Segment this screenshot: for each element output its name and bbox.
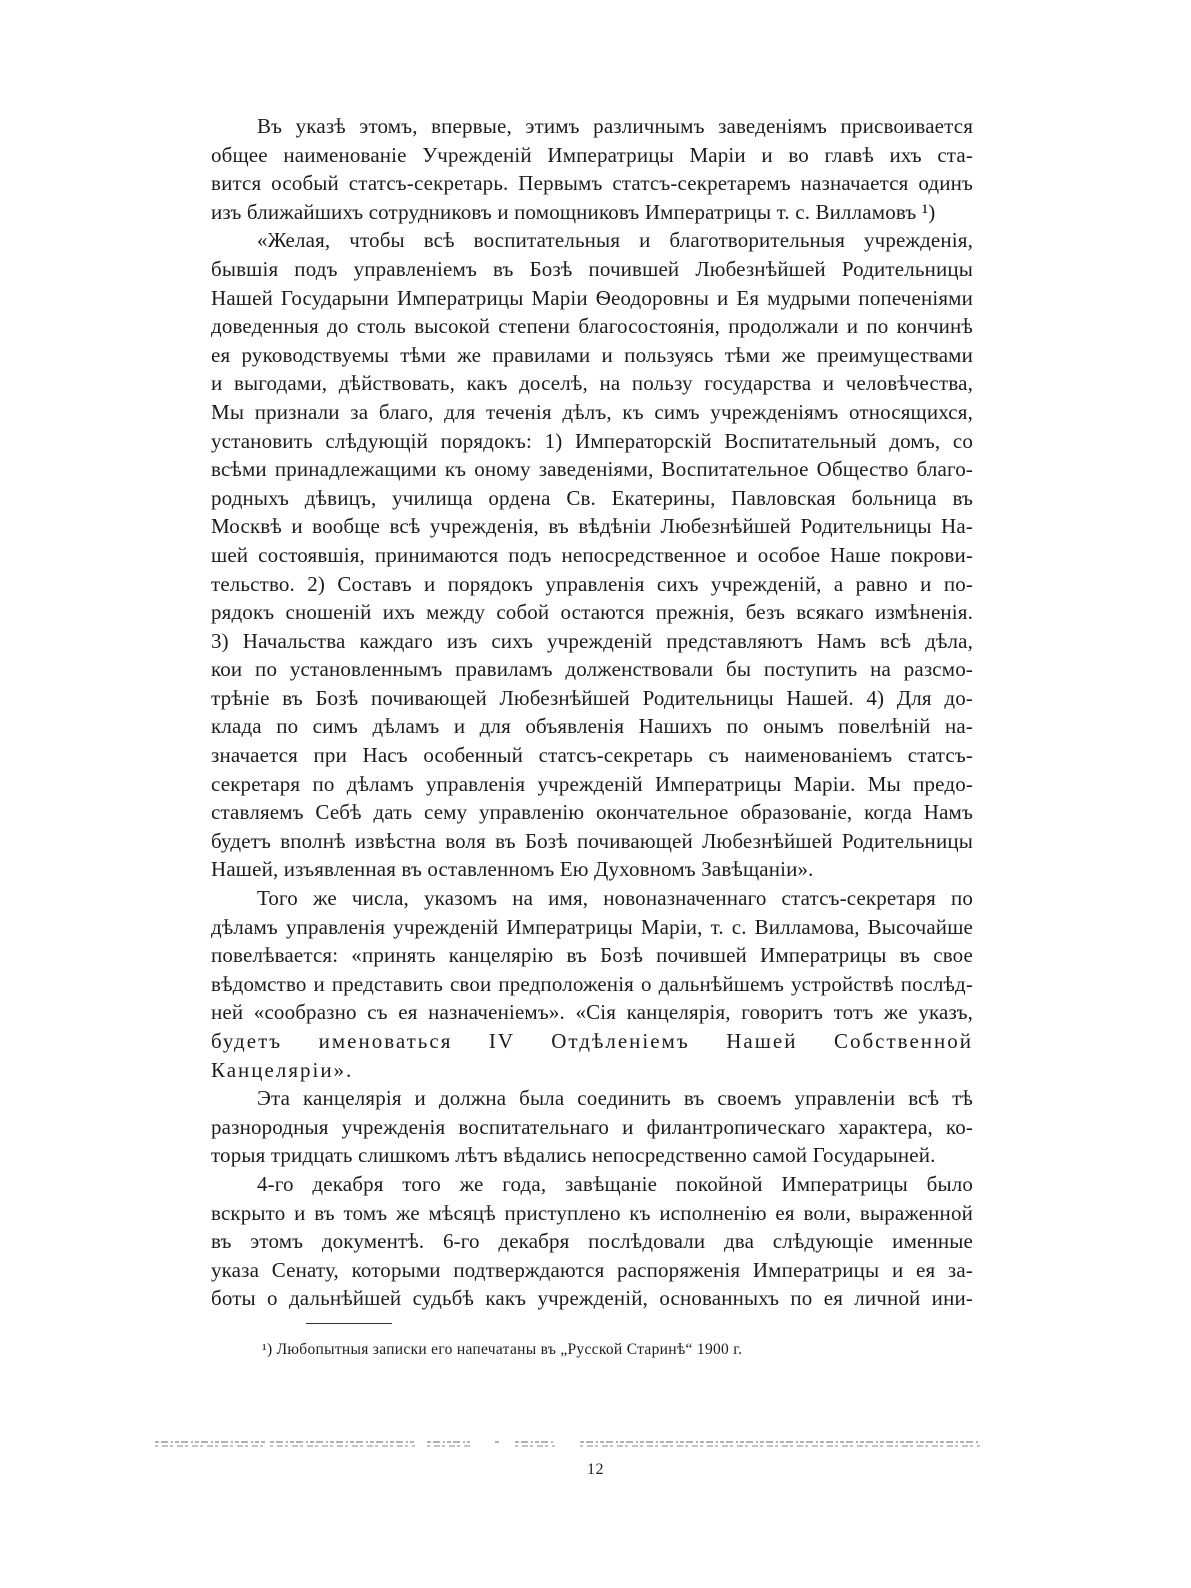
text-line: шей состоявшія, принимаются подъ непосредственное и особое Наше покрови-: [211, 542, 973, 567]
text-line: ея руководствуемы тѣми же правилами и пользуясь тѣми же преимуществами: [211, 342, 973, 367]
text-line: вѣдомство и представить свои предположенія о дальнѣйшемъ устройствѣ послѣд-: [211, 971, 973, 996]
text-line: повелѣвается: «принять канцелярію въ Бозѣ почившей Императрицы въ свое: [211, 943, 973, 968]
paragraph-1: [211, 112, 973, 226]
text-line: общее наименованіе Учрежденій Императрицы Маріи и во главѣ ихъ ста-: [211, 142, 973, 167]
text-line: дѣламъ управленія учрежденій Императрицы Маріи, т. с. Вилламова, Высочайше: [211, 914, 973, 939]
text-line: рядокъ сношеній ихъ между собой остаются прежнія, безъ всякаго измѣненія.: [211, 600, 973, 625]
text-line: 4-го декабря того же года, завѣщаніе покойной Императрицы было: [257, 1171, 973, 1196]
footnote: ¹) Любопытныя записки его напечатаны въ „Русской Старинѣ“ 1900 г.: [262, 1341, 743, 1358]
text-line: родныхъ дѣвицъ, училища ордена Св. Екатерины, Павловская больница въ: [211, 485, 973, 510]
scan-artifact-strip: [155, 1440, 980, 1450]
text-line: торыя тридцать слишкомъ лѣтъ вѣдались непосредственно самой Государыней.: [211, 1143, 936, 1168]
text-line: Нашей Государыни Императрицы Маріи Ѳеодоровны и Ея мудрыми попеченіями: [211, 285, 973, 310]
text-line: вскрыто и въ томъ же мѣсяцѣ приступлено къ исполненію ея воли, выраженной: [211, 1200, 973, 1225]
text-line: тельство. 2) Составъ и порядокъ управленія сихъ учрежденій, а равно и по-: [211, 571, 973, 596]
text-line: значается при Насъ особенный статсъ-секретарь съ наименованіемъ статсъ-: [211, 743, 973, 768]
text-line: трѣніе въ Бозѣ почивающей Любезнѣйшей Родительницы Нашей. 4) Для до-: [211, 685, 973, 710]
footnote-divider: [306, 1323, 392, 1324]
paragraph-3: [211, 884, 973, 1084]
text-line: «Желая, чтобы всѣ воспитательныя и благотворительныя учрежденія,: [257, 228, 973, 253]
text-line: секретаря по дѣламъ управленія учрежденій Императрицы Маріи. Мы предо-: [211, 771, 973, 796]
text-line: клада по симъ дѣламъ и для объявленія Нашихъ по онымъ повелѣній на-: [211, 714, 973, 739]
text-line: разнородныя учрежденія воспитательнаго и филантропическаго характера, ко-: [211, 1114, 973, 1139]
text-line: Эта канцелярія и должна была соединить въ своемъ управленіи всѣ тѣ: [257, 1086, 973, 1111]
text-line: кои по установленнымъ правиламъ долженствовали бы поступить на разсмо-: [211, 657, 973, 682]
text-line: Мы признали за благо, для теченія дѣлъ, къ симъ учрежденіямъ относящихся,: [211, 399, 973, 424]
text-line: Въ указѣ этомъ, впервые, этимъ различнымъ заведеніямъ присвоивается: [257, 114, 973, 138]
page-number: 12: [587, 1461, 604, 1478]
text-line: и выгодами, дѣйствовать, какъ доселѣ, на пользу государства и человѣчества,: [211, 371, 973, 396]
paragraph-4: [211, 1084, 973, 1170]
text-line: 3) Начальства каждаго изъ сихъ учрежденій представляютъ Намъ всѣ дѣла,: [211, 628, 973, 653]
paragraph-2: [211, 226, 973, 884]
paragraph-5: [211, 1170, 973, 1313]
text-line: ставляемъ Себѣ дать сему управленію окончательное образованіе, когда Намъ: [211, 800, 973, 825]
text-line: Того же числа, указомъ на имя, новоназначеннаго статсъ-секретаря по: [257, 886, 973, 911]
text-line: ней «сообразно съ ея назначеніемъ». «Сія канцелярія, говоритъ тотъ же указъ,: [211, 1000, 973, 1025]
text-line: доведенныя до столь высокой степени благосостоянія, продолжали и по кончинѣ: [211, 314, 973, 339]
text-line: въ этомъ документѣ. 6-го декабря послѣдовали два слѣдующіе именные: [211, 1229, 973, 1254]
text-line: бывшія подъ управленіемъ въ Бозѣ почившей Любезнѣйшей Родительницы: [211, 256, 973, 281]
main-text: [211, 112, 973, 1313]
text-line: будетъ вполнѣ извѣстна воля въ Бозѣ почивающей Любезнѣйшей Родительницы: [211, 828, 973, 853]
text-line: будетъ именоваться IV Отдѣленіемъ Нашей Собственной Канцеляріи».: [211, 1029, 973, 1082]
text-line: указа Сенату, которыми подтверждаются распоряженія Императрицы и ея за-: [211, 1257, 973, 1282]
text-line: Москвѣ и вообще всѣ учрежденія, въ вѣдѣніи Любезнѣйшей Родительницы На-: [211, 514, 973, 539]
text-line: установить слѣдующій порядокъ: 1) Императорскій Воспитательный домъ, со: [211, 428, 973, 453]
text-line: изъ ближайшихъ сотрудниковъ и помощниковъ Императрицы т. с. Вилламовъ ¹): [211, 199, 936, 224]
text-line: вится особый статсъ-секретарь. Первымъ статсъ-секретаремъ назначается одинъ: [211, 171, 973, 196]
text-line: всѣми принадлежащими къ оному заведеніями, Воспитательное Общество благо-: [211, 457, 973, 482]
text-line: Нашей, изъявленная въ оставленномъ Ею Духовномъ Завѣщаніи».: [211, 857, 814, 882]
text-line: боты о дальнѣйшей судьбѣ какъ учрежденій, основанныхъ по ея личной ини-: [211, 1286, 973, 1311]
